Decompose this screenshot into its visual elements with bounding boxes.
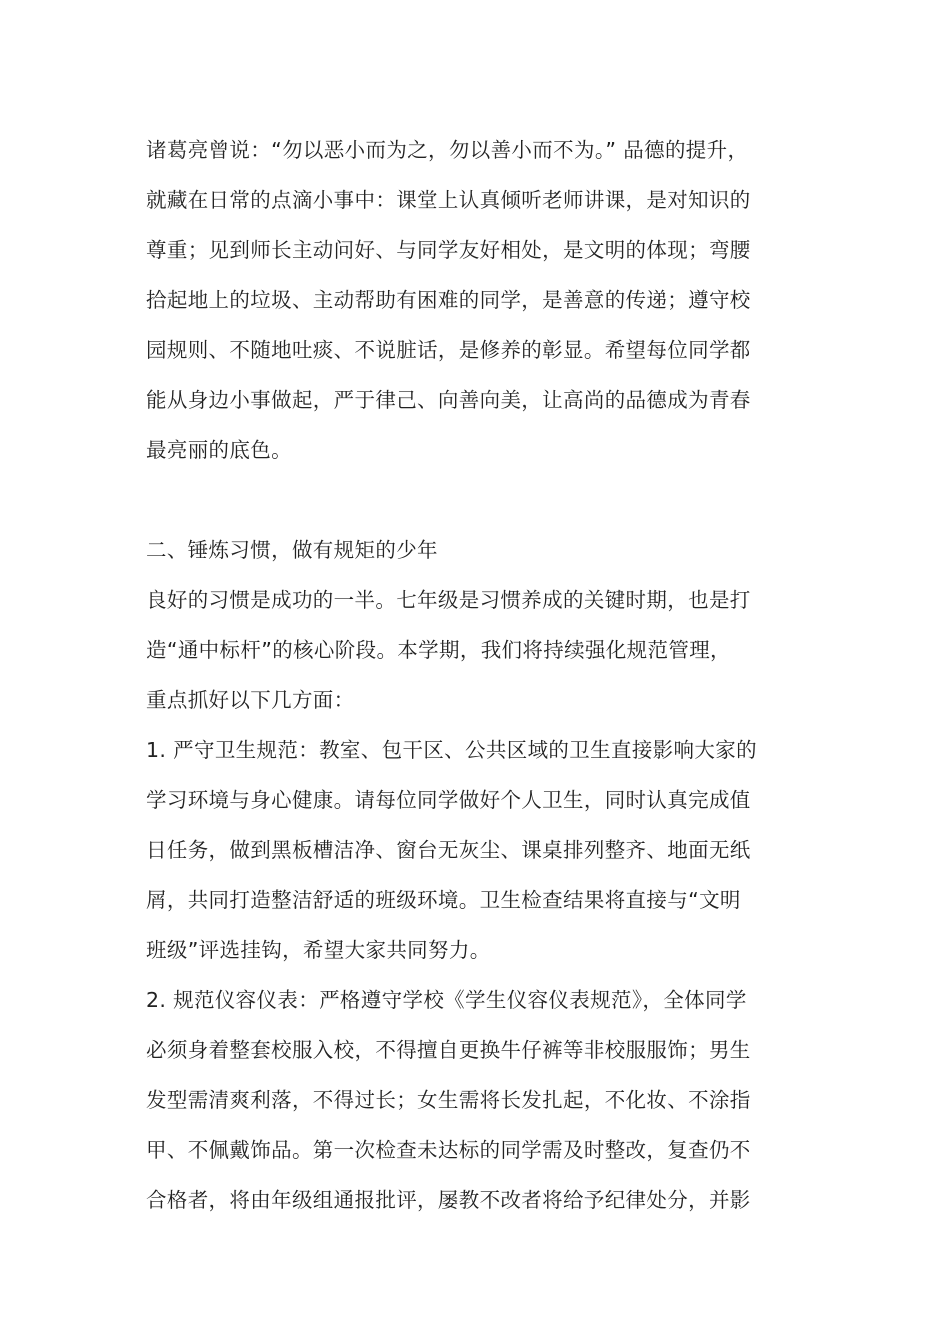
text-line: 能从身边小事做起，严于律己、向善向美，让高尚的品德成为青春 [146, 388, 751, 412]
text-line: 就藏在日常的点滴小事中：课堂上认真倾听老师讲课，是对知识的 [146, 188, 751, 212]
text-line: 园规则、不随地吐痰、不说脏话，是修养的彰显。希望每位同学都 [146, 338, 751, 362]
text-line: 发型需清爽利落，不得过长；女生需将长发扎起，不化妆、不涂指 [146, 1088, 751, 1112]
text-line: 甲、不佩戴饰品。第一次检查未达标的同学需及时整改，复查仍不 [146, 1138, 751, 1162]
text-line: 最亮丽的底色。 [146, 438, 292, 462]
text-line: 班级”评选挂钩，希望大家共同努力。 [146, 938, 491, 962]
text-line: 1. 严守卫生规范：教室、包干区、公共区域的卫生直接影响大家的 [146, 738, 757, 762]
text-line: 诸葛亮曾说：“勿以恶小而为之，勿以善小而不为。” 品德的提升， [146, 138, 749, 162]
section-heading: 二、锤炼习惯，做有规矩的少年 [146, 538, 438, 562]
text-line: 必须身着整套校服入校，不得擅自更换牛仔裤等非校服服饰；男生 [146, 1038, 751, 1062]
text-line: 屑，共同打造整洁舒适的班级环境。卫生检查结果将直接与“文明 [146, 888, 741, 912]
text-line: 良好的习惯是成功的一半。七年级是习惯养成的关键时期，也是打 [146, 588, 751, 612]
text-line: 拾起地上的垃圾、主动帮助有困难的同学，是善意的传递；遵守校 [146, 288, 751, 312]
text-line: 学习环境与身心健康。请每位同学做好个人卫生，同时认真完成值 [146, 788, 751, 812]
text-line: 2. 规范仪容仪表：严格遵守学校《学生仪容仪表规范》，全体同学 [146, 988, 747, 1012]
text-line: 日任务，做到黑板槽洁净、窗台无灰尘、课桌排列整齐、地面无纸 [146, 838, 751, 862]
text-line: 造“通中标杆”的核心阶段。本学期，我们将持续强化规范管理， [146, 638, 731, 662]
text-line: 重点抓好以下几方面： [146, 688, 355, 712]
text-line: 尊重；见到师长主动问好、与同学友好相处，是文明的体现；弯腰 [146, 238, 751, 262]
text-line: 合格者，将由年级组通报批评，屡教不改者将给予纪律处分，并影 [146, 1188, 751, 1212]
